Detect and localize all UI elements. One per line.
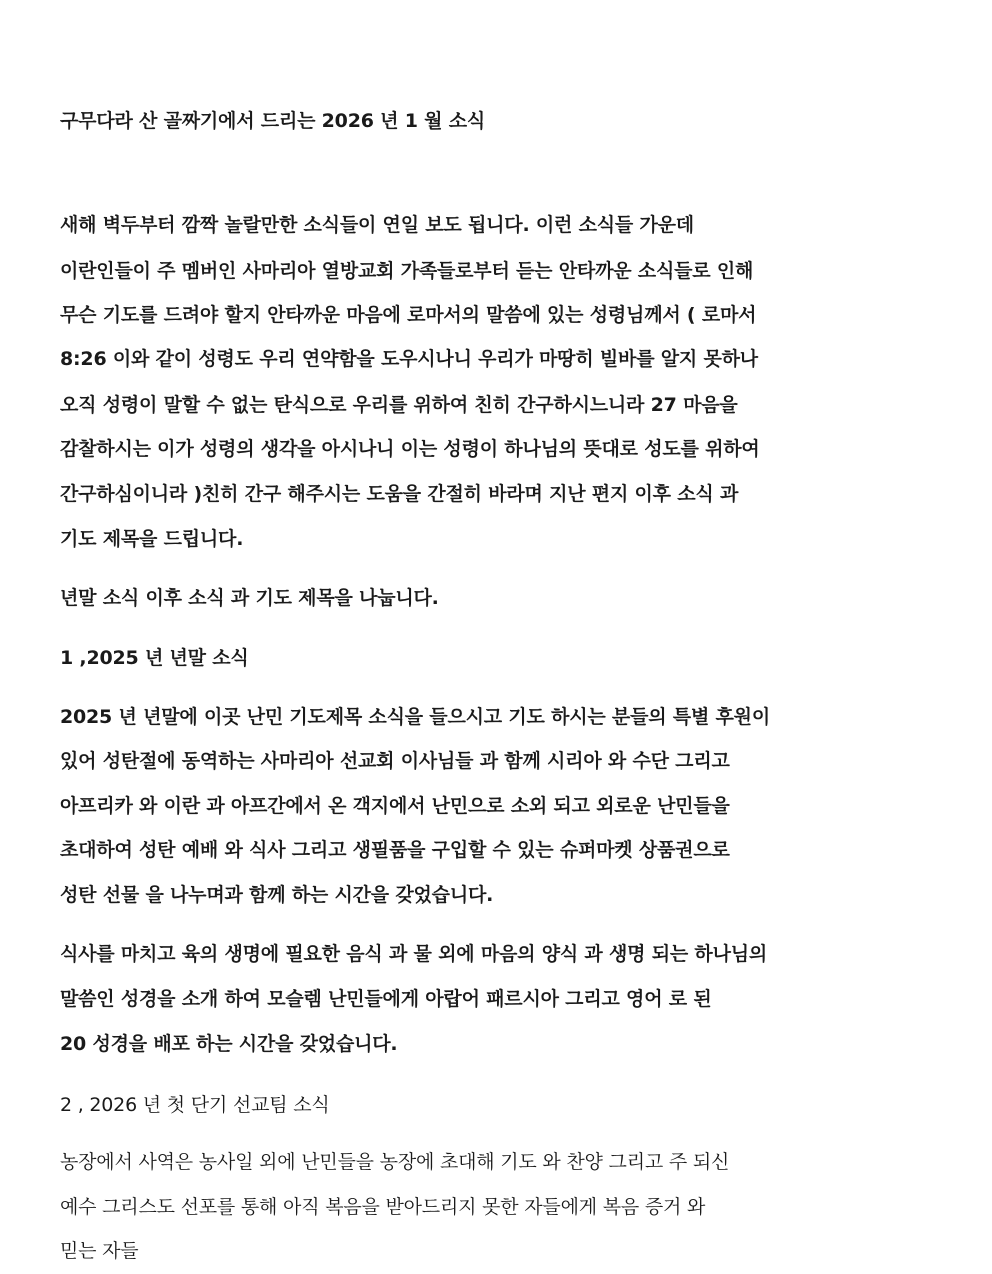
section1-para1-line-1: 2025 년 년말에 이곳 난민 기도제목 소식을 들으시고 기도 하시는 분들의 특별 후원이 [60,706,770,728]
intro-line-7: 간구하심이니라 )친히 간구 해주시는 도움을 간절히 바라며 지난 편지 이후 소식 과 [60,483,739,505]
section1-para1-line-5: 성탄 선물 을 나누며과 함께 하는 시간을 갖었습니다. [60,884,494,906]
intro-line-5: 오직 성령이 말할 수 없는 탄식으로 우리를 위하여 친히 간구하시느니라 27 마음을 [60,394,738,416]
intro-line-1: 새해 벽두부터 깜짝 놀랄만한 소식들이 연일 보도 됩니다. 이런 소식들 가운데 [60,214,694,236]
section1-heading: 1 ,2025 년 년말 소식 [60,647,249,669]
share-line: 년말 소식 이후 소식 과 기도 제목을 나눕니다. [60,587,439,609]
intro-line-6: 감찰하시는 이가 성령의 생각을 아시나니 이는 성령이 하나님의 뜻대로 성도를 위하여 [60,438,760,460]
intro-line-4: 8:26 이와 같이 성령도 우리 연약함을 도우시나니 우리가 마땅히 빌바를 알지 못하나 [60,348,758,370]
section1-para1-line-3: 아프리카 와 이란 과 아프간에서 온 객지에서 난민으로 소외 되고 외로운 난민들을 [60,795,730,817]
section1-para2-line-1: 식사를 마치고 육의 생명에 필요한 음식 과 물 외에 마음의 양식 과 생명 되는 하나님의 [60,943,768,965]
section1-para1-line-4: 초대하여 성탄 예배 와 식사 그리고 생필품을 구입할 수 있는 슈퍼마켓 상품권으로 [60,839,730,861]
section2-para1-line-1: 농장에서 사역은 농사일 외에 난민들을 농장에 초대해 기도 와 찬양 그리고 주 되신 [60,1151,730,1173]
section2-para1-line-3: 믿는 자들 [60,1240,139,1262]
intro-line-8: 기도 제목을 드립니다. [60,528,244,550]
intro-line-3: 무슨 기도를 드려야 할지 안타까운 마음에 로마서의 말씀에 있는 성령님께서 ( 로마서 [60,304,757,326]
section2-heading: 2 , 2026 년 첫 단기 선교팀 소식 [60,1094,330,1116]
section1-para2-line-2: 말씀인 성경을 소개 하여 모슬렘 난민들에게 아랍어 패르시아 그리고 영어 로 된 [60,988,712,1010]
section2-para1-line-2: 예수 그리스도 선포를 통해 아직 복음을 받아드리지 못한 자들에게 복음 증거 와 [60,1196,706,1218]
section1-para1-line-2: 있어 성탄절에 동역하는 사마리아 선교회 이사님들 과 함께 시리아 와 수단 그리고 [60,750,730,772]
intro-line-2: 이란인들이 주 멤버인 사마리아 열방교회 가족들로부터 듣는 안타까운 소식들로 인해 [60,260,754,282]
section1-para2-line-3: 20 성경을 배포 하는 시간을 갖었습니다. [60,1033,398,1055]
document-title: 구무다라 산 골짜기에서 드리는 2026 년 1 월 소식 [60,110,486,132]
